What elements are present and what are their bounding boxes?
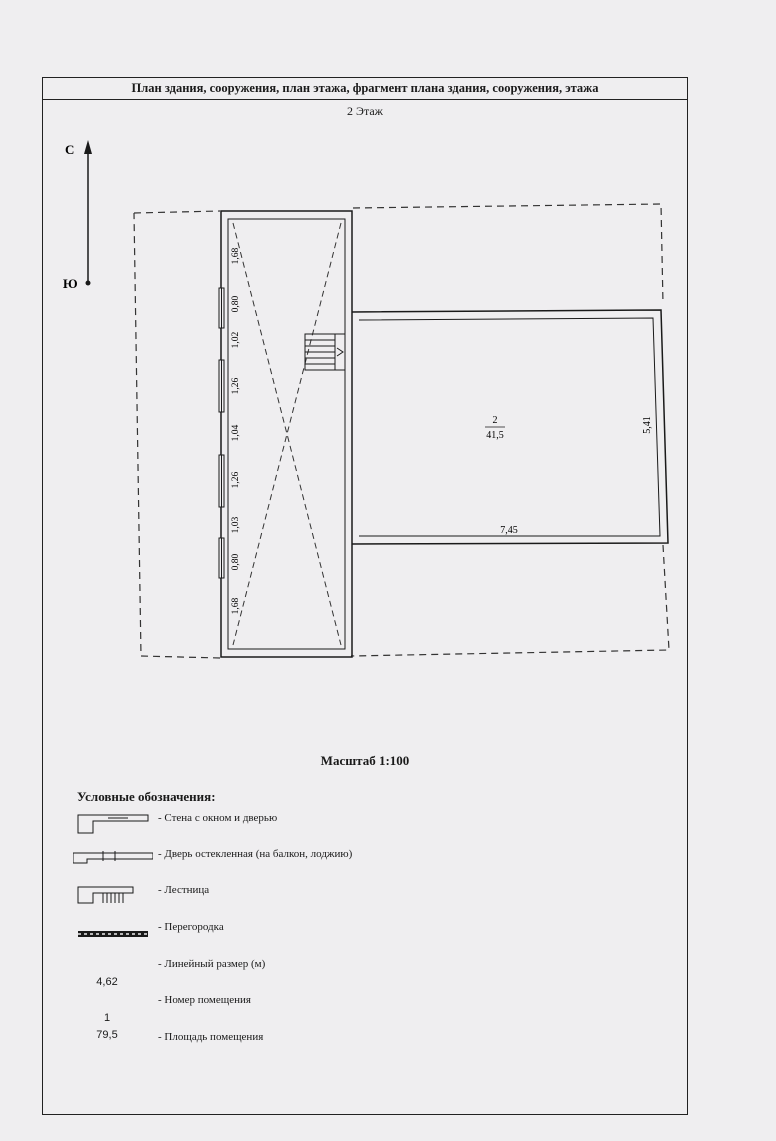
legend-item-door: - Дверь остекленная (на балкон, лоджию) — [158, 848, 353, 860]
legend-sample-room-area: 79,5 — [96, 1029, 118, 1041]
legend-item-dimension: - Линейный размер (м) — [158, 958, 266, 970]
floor-plan — [43, 78, 689, 738]
legend-stair-icon — [78, 887, 133, 903]
legend-title: Условные обозначения: — [77, 789, 216, 804]
legend-item-room-area: - Площадь помещения — [158, 1031, 264, 1043]
legend-partition-icon — [78, 931, 148, 937]
document-title: План здания, сооружения, план этажа, фрагмент плана здания, сооружения, этажа — [43, 78, 687, 100]
dim-seg: 0,80 — [231, 553, 241, 571]
dim-seg: 1,68 — [231, 597, 241, 615]
dim-seg: 1,26 — [231, 471, 241, 489]
dim-seg: 1,03 — [231, 516, 241, 534]
dim-seg: 1,04 — [231, 424, 241, 442]
compass-north: С — [65, 142, 75, 157]
legend-sample-room-number: 1 — [103, 1012, 111, 1024]
arrow-up-icon — [84, 140, 92, 154]
legend-item-wall: - Стена с окном и дверью — [158, 812, 278, 824]
scale-label: Масштаб 1:100 — [320, 753, 410, 768]
dim-room-height: 5,41 — [642, 416, 653, 434]
dim-room-width: 7,45 — [500, 525, 518, 536]
compass-south: Ю — [63, 276, 78, 291]
legend-symbols — [73, 813, 153, 953]
room-inner — [359, 318, 660, 536]
wall-block-inner — [228, 219, 345, 649]
dim-seg: 1,68 — [231, 247, 241, 265]
room-area: 41,5 — [486, 430, 504, 441]
drawing-frame — [42, 77, 688, 1115]
room-number: 2 — [492, 415, 498, 426]
legend-item-stair: - Лестница — [158, 884, 210, 896]
building-outline — [134, 204, 669, 658]
dim-seg: 1,26 — [231, 377, 241, 395]
legend-item-partition: - Перегородка — [158, 921, 224, 933]
compass — [63, 140, 92, 291]
legend-sample-dimension: 4,62 — [96, 976, 118, 988]
dim-seg: 1,02 — [231, 331, 241, 349]
dim-seg: 0,80 — [231, 295, 241, 313]
floor-label: 2 Этаж — [347, 104, 383, 118]
legend-door-icon — [73, 853, 153, 863]
room-outer — [352, 310, 668, 544]
legend-item-room-number: - Номер помещения — [158, 994, 251, 1006]
left-wall-dims — [231, 247, 241, 614]
